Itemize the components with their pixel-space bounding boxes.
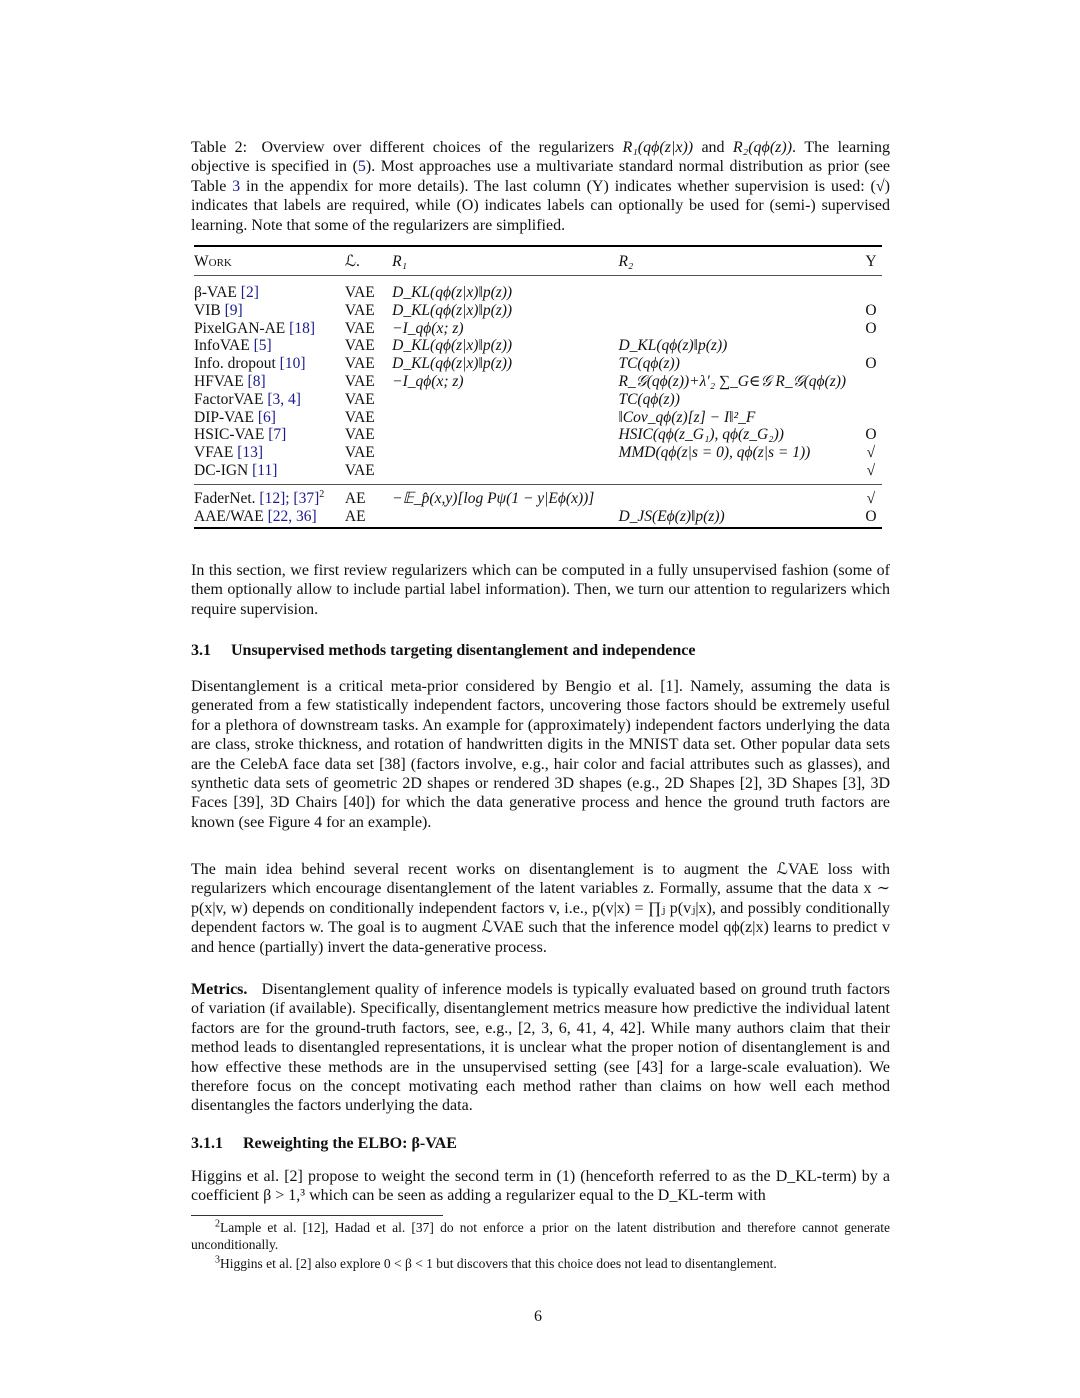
citation-link[interactable]: [11]: [252, 461, 278, 479]
cell-loss: VAE: [344, 301, 375, 319]
table-header-row: [194, 246, 882, 276]
table-row: [194, 508, 882, 529]
table-row: [194, 373, 882, 391]
cell-loss: VAE: [344, 426, 375, 444]
cell-r2: TC(qϕ(z)): [618, 355, 680, 373]
caption-label: Table 2:: [191, 139, 248, 156]
cell-r2: HSIC(qϕ(z_G₁), qϕ(z_G₂)): [618, 426, 784, 444]
metrics-paragraph: Metrics. Disentanglement quality of inference models is typically evaluated based on ground truth factors of variation (if available). Specifically, disentanglement metrics measure how predictive the individual latent factors are for the ground-truth factors, see, e.g., [2, 3, 6, 41, 4, 42]. While many authors claim that their method leads to disentangled representations, it is unclear what the proper notion of disentanglement is and how effective these methods are in the unsupervised setting (see [43] for a large-scale evaluation). We therefore focus on the concept motivating each method rather than claims on how well each method disentangles the factors underlying the data.: [191, 981, 890, 1115]
cell-r2: [618, 462, 859, 484]
cell-loss: AE: [344, 489, 366, 507]
table-row: [194, 426, 882, 444]
cell-loss: VAE: [344, 444, 375, 462]
citation-link[interactable]: [9]: [224, 301, 243, 319]
footnote-rule: [191, 1215, 443, 1216]
cell-work: HSIC-VAE [7]: [194, 426, 287, 444]
cell-r2: MMD(qϕ(z|s = 0), qϕ(z|s = 1)): [618, 444, 811, 462]
cell-r1: D_KL(qϕ(z|x)‖p(z)): [392, 301, 513, 319]
cell-supervision: √: [866, 489, 876, 507]
citation-link[interactable]: [3, 4]: [267, 390, 301, 408]
cell-work: VFAE [13]: [194, 444, 264, 462]
table-row: [194, 276, 882, 302]
section-3-1-paragraph-2: The main idea behind several recent works on disentanglement is to augment the ℒVAE loss with regularizers which encourage disentanglement of the latent variables z. Formally, assume that the data x ∼ p(x|v, w) depends on conditionally independent factors v, i.e., p(v|x) = ∏ⱼ p(vⱼ|x), and possibly conditionally dependent factors w. The goal is to augment ℒVAE such that the inference model qϕ(z|x) learns to predict v and hence (partially) invert the data-generative process.: [191, 861, 890, 956]
header-r2: R₂: [618, 246, 859, 276]
table-row: [194, 409, 882, 427]
cell-loss: VAE: [344, 390, 375, 408]
cell-work: DIP-VAE [6]: [194, 408, 276, 426]
citation-link[interactable]: [8]: [247, 372, 266, 390]
header-work: Work: [194, 246, 345, 276]
citation-link[interactable]: [12]; [37]: [259, 489, 320, 507]
cell-r1: [392, 444, 618, 462]
cell-supervision: O: [865, 301, 877, 319]
cell-loss: VAE: [344, 337, 375, 355]
cell-r1: D_KL(qϕ(z|x)‖p(z)): [392, 355, 513, 373]
cell-supervision: [860, 276, 882, 302]
intro-paragraph: In this section, we first review regularizers which can be computed in a fully unsupervised fashion (some of them optionally allow to include partial label information). Then, we turn our attention to regularizers which require supervision.: [191, 562, 890, 618]
cell-r1: [392, 462, 618, 484]
citation-link[interactable]: [18]: [289, 319, 315, 337]
cell-r1: −I_qϕ(x; z): [392, 372, 464, 390]
table-caption: Table 2: Overview over different choices of the regularizers R₁(qϕ(z|x)) and R₂(qϕ(z)). The learning objective is specified in (5). Most approaches use a multivariate standard normal distribution as prior (see Table 3 in the appendix for more details). The last column (Y) indicates whether supervision is used: (√) indicates that labels are required, while (O) indicates labels can optionally be used for (semi-) supervised learning. Note that some of the regularizers are simplified.: [191, 139, 891, 234]
cell-supervision: O: [865, 355, 877, 373]
cell-r2: D_KL(qϕ(z)‖p(z)): [618, 337, 728, 355]
cell-loss: VAE: [344, 284, 375, 301]
cell-supervision: [860, 337, 882, 355]
cell-loss: VAE: [344, 408, 375, 426]
cell-loss: VAE: [344, 319, 375, 337]
table-row: [194, 320, 882, 338]
cell-r1: −I_qϕ(x; z): [392, 319, 464, 337]
cell-loss: AE: [345, 508, 392, 529]
header-r1: R₁: [392, 246, 618, 276]
cell-r2: D_JS(Eϕ(z)‖p(z)): [618, 508, 859, 529]
citation-link[interactable]: [13]: [237, 444, 264, 462]
table-row: [194, 337, 882, 355]
table-row: [194, 391, 882, 409]
cell-loss: VAE: [344, 355, 375, 373]
cell-work: AAE/WAE [22, 36]: [194, 508, 345, 529]
cell-work: β-VAE [2]: [194, 284, 259, 301]
citation-link[interactable]: [5]: [253, 337, 272, 355]
section-3-1-paragraph-1: Disentanglement is a critical meta-prior considered by Bengio et al. [1]. Namely, assuming the data is generated from a few statistically independent factors, uncovering those factors should be extremely useful for a plethora of downstream tasks. An example for (approximately) independent factors underlying the data are class, stroke thickness, and rotation of handwritten digits in the MNIST data set. Other popular data sets are the CelebA face data set [38] (factors involve, e.g., hair color and facial attributes such as glasses), and synthetic data sets of geometric 2D shapes or rendered 3D shapes (e.g., 2D Shapes [2], 3D Shapes [3], 3D Faces [39], 3D Chairs [40]) for which the data generative process and hence the ground truth factors are known (see Figure 4 for an example).: [191, 678, 890, 831]
regularizers-table: [194, 245, 882, 529]
section-3-1-heading: 3.1 Unsupervised methods targeting disentanglement and independence: [191, 642, 696, 659]
cell-r1: [392, 426, 618, 444]
cell-work: VIB [9]: [194, 301, 243, 319]
citation-link[interactable]: [10]: [279, 355, 306, 373]
footnote-2: $^2$Lample et al. [12], Hadad et al. [37] do not enforce a prior on the latent distribution and therefore cannot generate unconditionally.: [191, 1218, 890, 1252]
cell-r1: −𝔼_p̂(x,y)[log Pψ(1 − y|Eϕ(x))]: [392, 489, 595, 507]
cell-work: FaderNet. [12]; $[37]^2$: [194, 488, 325, 507]
cell-r1: [392, 508, 618, 529]
section-3-1-1-paragraph: Higgins et al. [2] propose to weight the second term in (1) (henceforth referred to as the D_KL-term) by a coefficient β > 1,³ which can be seen as adding a regularizer equal to the D_KL-term with: [191, 1168, 890, 1205]
cell-r2: R_𝒢(qϕ(z))+λ′₂ ∑_G∈𝒢 R_𝒢(qϕ(z)): [618, 372, 847, 390]
citation-link[interactable]: [6]: [257, 408, 276, 426]
metrics-label: Metrics.: [191, 981, 248, 998]
citation-link[interactable]: [2]: [240, 284, 259, 301]
footnote-3: $^3$Higgins et al. [2] also explore 0 < β < 1 but discovers that this choice does not lead to disentanglement.: [215, 1254, 777, 1271]
cell-supervision: √: [860, 462, 882, 484]
cell-r1: [392, 391, 618, 409]
cell-supervision: [860, 391, 882, 409]
equation-link[interactable]: 5: [357, 158, 366, 176]
cell-r2: TC(qϕ(z)): [618, 390, 680, 408]
table-group-supervised: [194, 484, 882, 528]
page-number: 6: [534, 1308, 542, 1325]
cell-loss: VAE: [345, 462, 392, 484]
cell-r2: [618, 276, 859, 302]
cell-supervision: [860, 409, 882, 427]
cell-r1: [392, 409, 618, 427]
cell-r1: D_KL(qϕ(z|x)‖p(z)): [392, 284, 513, 301]
header-y: Y: [860, 246, 882, 276]
cell-work: PixelGAN-AE [18]: [194, 319, 315, 337]
cell-supervision: O: [865, 426, 877, 444]
cell-work: InfoVAE [5]: [194, 337, 272, 355]
cell-r2: ‖Cov_qϕ(z)[z] − I‖²_F: [618, 408, 756, 426]
citation-link[interactable]: [7]: [268, 426, 287, 444]
header-loss: ℒ.: [345, 246, 392, 276]
footnote-mark[interactable]: 2: [319, 488, 325, 500]
table-row: [194, 484, 882, 507]
cell-r2: [618, 302, 859, 320]
table-row: [194, 444, 882, 462]
cell-supervision: O: [860, 508, 882, 529]
cell-loss: VAE: [344, 372, 375, 390]
section-3-1-1-heading: 3.1.1 Reweighting the ELBO: β-VAE: [191, 1135, 457, 1152]
cell-work: Info. dropout [10]: [194, 355, 306, 373]
cell-supervision: O: [865, 319, 877, 337]
cell-supervision: [860, 373, 882, 391]
cell-supervision: √: [866, 444, 876, 462]
table-row: [194, 462, 882, 484]
table-row: [194, 302, 882, 320]
cell-work: DC-IGN [11]: [194, 462, 345, 484]
table-link[interactable]: 3: [232, 177, 241, 195]
cell-r2: [618, 484, 859, 507]
cell-r2: [618, 320, 859, 338]
citation-link[interactable]: [22, 36]: [267, 507, 317, 525]
table-row: [194, 355, 882, 373]
table-group-unsupervised: [194, 276, 882, 485]
cell-work: FactorVAE [3, 4]: [194, 390, 301, 408]
cell-r1: D_KL(qϕ(z|x)‖p(z)): [392, 337, 513, 355]
cell-work: HFVAE [8]: [194, 372, 266, 390]
